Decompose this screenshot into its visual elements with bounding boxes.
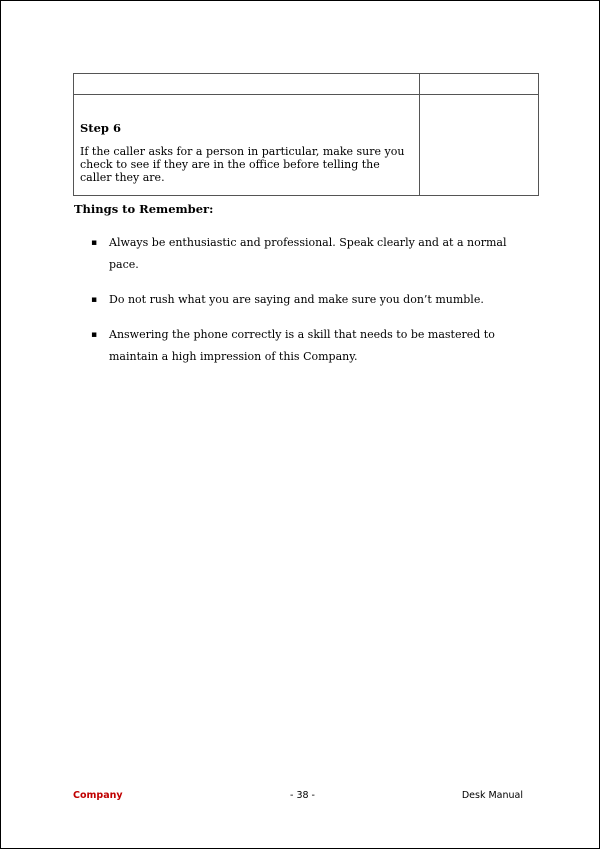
bullet-icon: ▪ <box>91 330 98 340</box>
page-number: - 38 - <box>290 790 315 801</box>
things-to-remember-heading: Things to Remember: <box>74 202 214 216</box>
table-cell-empty <box>420 74 539 95</box>
list-item-text: Answering the phone correctly is a skill that needs to be mastered to maintain a high impression of this Company. <box>109 328 495 363</box>
step-text: If the caller asks for a person in particular, make sure you check to see if they are in the office before telling the caller they are. <box>80 145 405 184</box>
table-row <box>74 74 539 95</box>
list-item <box>91 289 531 311</box>
step-title: Step 6 <box>80 121 121 135</box>
list-item-text: Always be enthusiastic and professional. Speak clearly and at a normal pace. <box>109 236 507 271</box>
footer-company: Company <box>73 790 123 801</box>
remember-list <box>91 232 531 381</box>
bullet-icon: ▪ <box>91 238 98 248</box>
step-cell <box>74 95 420 196</box>
bullet-icon: ▪ <box>91 295 98 305</box>
table-cell-empty <box>420 95 539 196</box>
table-row <box>74 95 539 196</box>
list-item <box>91 232 531 276</box>
footer-document-title: Desk Manual <box>461 790 523 801</box>
steps-table <box>73 73 539 196</box>
list-item <box>91 324 531 368</box>
list-item-text: Do not rush what you are saying and make sure you don’t mumble. <box>109 293 484 306</box>
table-cell-empty <box>74 74 420 95</box>
